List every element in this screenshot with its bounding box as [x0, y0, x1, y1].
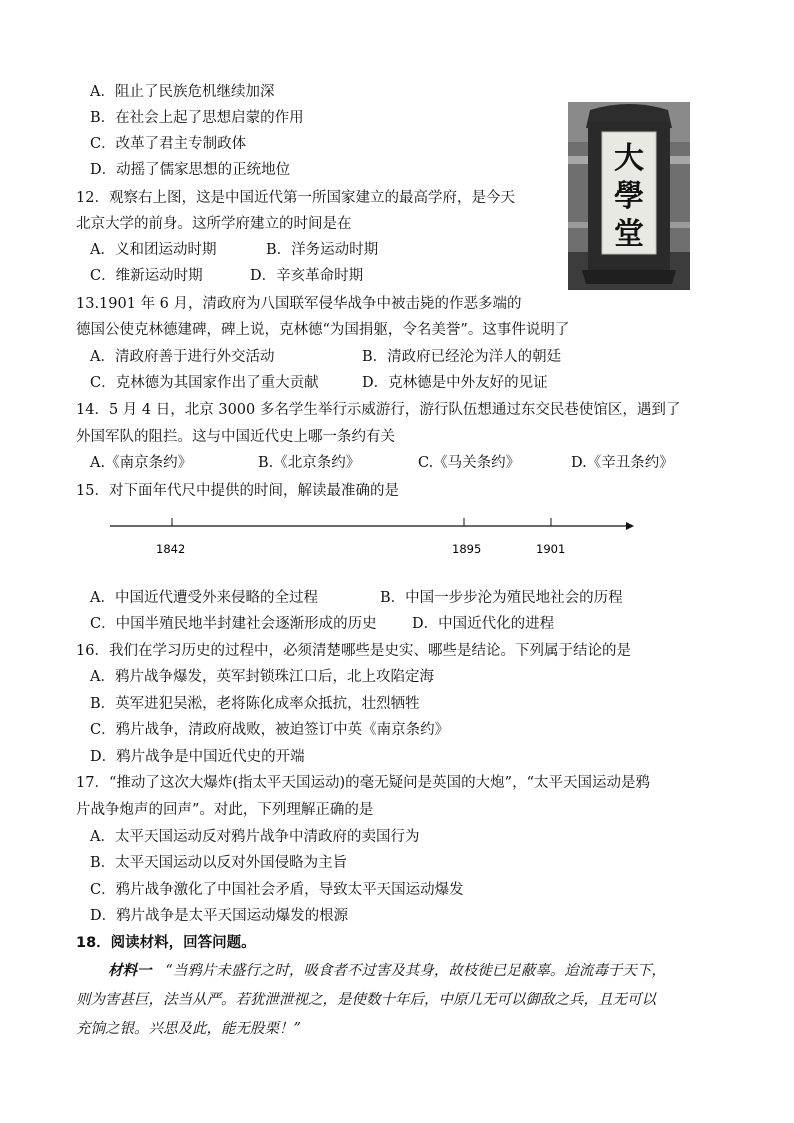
q11-option-c: C．改革了君主专制政体: [90, 136, 247, 152]
q18-material-line3: 充饷之银。兴思及此，能无股栗！”: [76, 1021, 301, 1037]
q16-option-a: A．鸦片战争爆发，英军封锁珠江口后，北上攻陷定海: [90, 669, 434, 685]
q12-option-c: C．维新运动时期: [90, 268, 203, 284]
q13-option-b: B．清政府已经沦为洋人的朝廷: [362, 349, 562, 365]
q14-stem-line1: 14．5 月 4 日，北京 3000 多名学生举行示威游行，游行队伍想通过东交民巷使馆区，遇到了: [76, 402, 681, 418]
timeline-arrowhead: [626, 522, 634, 530]
plaque-char-da: 大: [614, 141, 644, 176]
q14-option-c: C.《马关条约》: [418, 455, 521, 471]
q18-material-line1: [108, 961, 666, 981]
q18-material-text-1: “当鸦片未盛行之时，吸食者不过害及其身，故枝徙已足蔽辜。迨流毒于天下，: [165, 963, 666, 979]
q11-option-b: B．在社会上起了思想启蒙的作用: [90, 110, 304, 126]
q13-stem-line1: 13.1901 年 6 月，清政府为八国联军侵华战争中被击毙的作恶多端的: [76, 296, 522, 312]
q12-option-a: A．义和团运动时期: [90, 242, 217, 258]
timeline-label-1842: 1842: [156, 542, 186, 556]
q17-option-d: D．鸦片战争是太平天国运动爆发的根源: [90, 908, 349, 924]
q18-material-label: 材料一: [108, 962, 152, 979]
q12-stem-line1: 12．观察右上图，这是中国近代第一所国家建立的最高学府，是今天: [76, 190, 515, 206]
q12-option-b: B．洋务运动时期: [266, 242, 379, 258]
q15-option-b: B．中国一步步沦为殖民地社会的历程: [380, 590, 623, 606]
q15-option-d: D．中国近代化的进程: [412, 616, 555, 632]
q11-option-a: A．阻止了民族危机继续加深: [90, 84, 275, 100]
q14-option-d: D.《辛丑条约》: [571, 455, 674, 471]
q13-option-a: A．清政府善于进行外交活动: [90, 349, 275, 365]
q16-option-d: D．鸦片战争是中国近代史的开端: [90, 749, 305, 765]
q16-option-b: B．英军进犯吴淞，老将陈化成率众抵抗，壮烈牺牲: [90, 696, 420, 712]
q14-option-b: B.《北京条约》: [258, 455, 361, 471]
q15-option-a: A．中国近代遭受外来侵略的全过程: [90, 590, 318, 606]
q18-material-line2: 则为害甚巨，法当从严。若犹泄泄视之，是使数十年后，中原几无可以御敌之兵，且无可以: [76, 992, 656, 1008]
q11-option-d: D．动摇了儒家思想的正统地位: [90, 162, 291, 178]
q14-option-a: A.《南京条约》: [90, 455, 193, 471]
q17-option-a: A．太平天国运动反对鸦片战争中清政府的卖国行为: [90, 829, 420, 845]
q12-option-d: D．辛亥革命时期: [250, 268, 364, 284]
q13-option-d: D．克林德是中外友好的见证: [362, 375, 548, 391]
q13-stem-line2: 德国公使克林德建碑，碑上说，克林德“为国捐躯，令名美誉”。这事件说明了: [76, 322, 570, 338]
q17-stem-line1: 17．“推动了这次大爆炸(指太平天国运动)的毫无疑问是英国的大炮”，“太平天国运动是鸦: [76, 775, 650, 791]
q16-stem: 16．我们在学习历史的过程中，必须清楚哪些是史实、哪些是结论。下列属于结论的是: [76, 643, 631, 659]
timeline-ruler: [110, 512, 640, 562]
q17-stem-line2: 片战争炮声的回声”。对此，下列理解正确的是: [76, 802, 374, 818]
plaque-char-tang: 堂: [614, 217, 644, 252]
timeline-label-1901: 1901: [536, 542, 566, 556]
q17-option-b: B．太平天国运动以反对外国侵略为主旨: [90, 855, 348, 871]
q15-option-c: C．中国半殖民地半封建社会逐渐形成的历史: [90, 616, 377, 632]
q12-stem-line2: 北京大学的前身。这所学府建立的时间是在: [76, 216, 352, 232]
q15-stem: 15．对下面年代尺中提供的时间，解读最准确的是: [76, 483, 399, 499]
timeline-label-1895: 1895: [452, 542, 482, 556]
q13-option-c: C．克林德为其国家作出了重大贡献: [90, 375, 319, 391]
q17-option-c: C．鸦片战争激化了中国社会矛盾，导致太平天国运动爆发: [90, 882, 464, 898]
q16-option-c: C．鸦片战争，清政府战败，被迫签订中英《南京条约》: [90, 722, 450, 738]
daxuetang-plaque-image: [568, 102, 690, 290]
plaque-char-xue: 學: [614, 179, 644, 214]
q18-title: 18．阅读材料，回答问题。: [76, 935, 256, 951]
q14-stem-line2: 外国军队的阻拦。这与中国近代史上哪一条约有关: [76, 429, 395, 445]
